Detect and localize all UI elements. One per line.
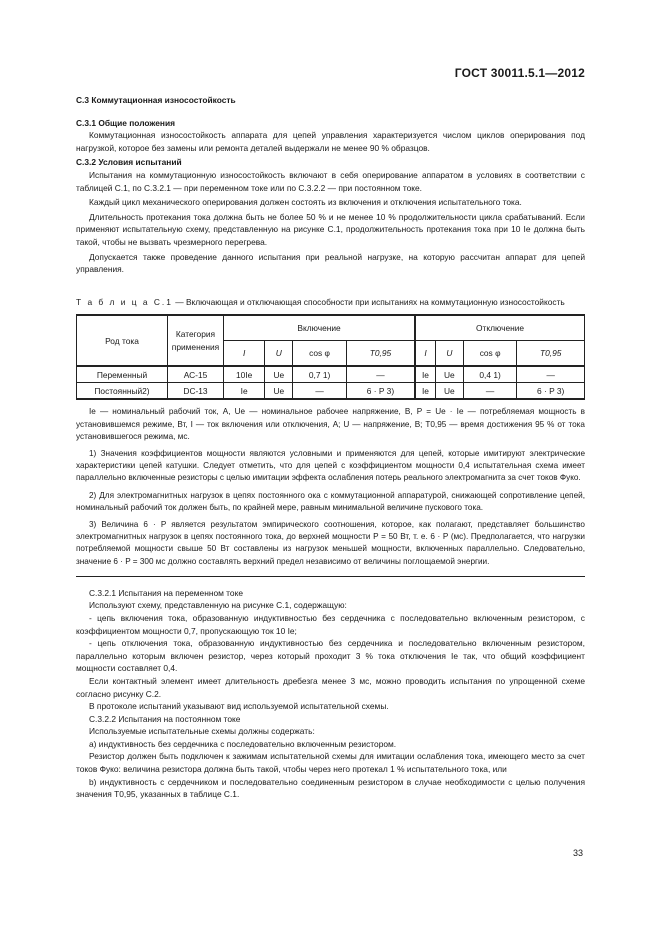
sub-header: U xyxy=(435,341,463,367)
table-caption-label: Т а б л и ц а С.1 xyxy=(76,296,173,307)
table-cell: Переменный xyxy=(77,366,168,383)
table-note: 3) Величина 6 · P является результатом эмпирического соотношения, которое, как полагают, представляет большинство электромагнитных нагрузок в цепях постоянного тока, до верхней мощности P = 50 Вт, т. е. 6 · P (мс). Предполагается, что нагрузки потребляемой мощности свыше 50 Вт составлены из нагрузок меньшей мощности, включенных параллельно. Следовательно, значение 6 · P = 300 мс должно составлять верхний предел независимо от величины поглощаемой энергии. xyxy=(76,519,585,566)
table-caption-text: — Включающая и отключающая способности при испытаниях на коммутационную износостойкость xyxy=(172,296,565,307)
section-c321-title: С.3.2.1 Испытания на переменном токе xyxy=(89,587,243,598)
col-category: Категория применения xyxy=(168,315,224,366)
table-cell: — xyxy=(346,366,415,383)
table-cell: 6 · P 3) xyxy=(517,383,585,400)
table-cell: DC-13 xyxy=(168,383,224,400)
sub-header: I xyxy=(415,341,435,367)
section-c32-title: С.3.2 Условия испытаний xyxy=(76,157,182,168)
table-cell: — xyxy=(517,366,585,383)
sub-header: T0,95 xyxy=(517,341,585,367)
table-cell: Iе xyxy=(224,383,265,400)
sub-header: I xyxy=(224,341,265,367)
page-content xyxy=(76,94,585,801)
section-c322-p4: b) индуктивность с сердечником и последовательно соединенным резистором в случае необходимости с целью получения значения T0,95, указанных в таблице С.1. xyxy=(76,776,585,800)
section-c31-text: Коммутационная износостойкость аппарата для цепей управления характеризуется числом циклов оперирования под нагрузкой, которое без замены или ремонта деталей выдержали не менее 90 % образцов. xyxy=(76,130,585,153)
section-c32-p4: Допускается также проведение данного испытания при реальной нагрузке, на которую рассчитан аппарат для цепей управления. xyxy=(76,251,585,275)
table-cell: 0,7 1) xyxy=(293,366,347,383)
table-note: 2) Для электромагнитных нагрузок в цепях постоянного ока с коммутационной аппаратурой, снижающей сопротивление цепей, номинальный рабочий ток должен быть, по крайней мере, равным минимальной величине пускового тока. xyxy=(76,490,585,512)
col-kind: Род тока xyxy=(77,315,168,366)
doc-code: ГОСТ 30011.5.1—2012 xyxy=(454,66,585,80)
table-note: 1) Значения коэффициентов мощности являются условными и применяются для цепей, которые имитируют электрические характеристики цепей катушки. Следует отметить, что для цепей с коэффициентом мощности 0,4 испытательная схема имеет параллельно включенные резисторы с целью имитации эффекта ослабления потерь реального электромагнита за счет токов Фуко. xyxy=(76,448,585,483)
section-c31-title: С.3.1 Общие положения xyxy=(76,117,175,128)
sub-header: T0,95 xyxy=(346,341,415,367)
section-c32-p3: Длительность протекания тока должна быть не более 50 % и не менее 10 % продолжительности цикла срабатываний. Если применяют испытательную схему, представленную на рисунке С.1, продолжительность протекания тока при 10 Iе должна быть такой, чтобы не вызвать чрезмерного перегрева. xyxy=(76,211,585,247)
table-cell: Iе xyxy=(415,383,435,400)
table-cell: АС-15 xyxy=(168,366,224,383)
table-cell: 10Iе xyxy=(224,366,265,383)
table-cell: Uе xyxy=(265,383,293,400)
section-c32-p1: Испытания на коммутационную износостойкость включают в себя оперирование аппаратом в условиях в соответствии с таблицей С.1, по С.3.2.1 — при переменном токе или по С.3.2.2 — при постоянном токе. xyxy=(76,169,585,193)
section-c322-p2: а) индуктивность без сердечника с последовательно включенным резистором. xyxy=(89,738,397,749)
sub-header: cos φ xyxy=(293,341,347,367)
table-cell: 6 · P 3) xyxy=(346,383,415,400)
table-cell: 0,4 1) xyxy=(463,366,517,383)
section-c322-title: С.3.2.2 Испытания на постоянном токе xyxy=(89,713,241,724)
sub-header: U xyxy=(265,341,293,367)
section-c321-p2: - цепь включения тока, образованную индуктивностью без сердечника с последовательно включенным резистором, с коэффициентом мощности 0,7, пропускающую ток 10 Iе; xyxy=(76,612,585,636)
section-c321-p4: Если контактный элемент имеет длительность дребезга менее 3 мс, можно проводить испытания по упрощенной схеме согласно рисунку С.2. xyxy=(76,675,585,699)
table-cell: Постоянный2) xyxy=(77,383,168,400)
table-cell: Iе xyxy=(415,366,435,383)
table-notes xyxy=(76,406,585,567)
table-cell: Uе xyxy=(435,383,463,400)
section-c322-p1: Используемые испытательные схемы должны содержать: xyxy=(89,726,315,737)
table-cell: — xyxy=(293,383,347,400)
section-c321-p3: - цепь отключения тока, образованную индуктивностью без сердечника и последовательно включенным резистором, параллельно которым включен резистор, через который проходит 3 % тока отключения Iе так, что общий коэффициент мощности составляет 0,4. xyxy=(76,638,585,674)
table-caption xyxy=(76,296,585,309)
page-number: 33 xyxy=(572,848,583,858)
section-c321-p5: В протоколе испытаний указывают вид используемой испытательной схемы. xyxy=(89,701,389,712)
table-cell: — xyxy=(463,383,517,400)
group-off: Отключение xyxy=(415,315,584,341)
group-on: Включение xyxy=(224,315,416,341)
section-c32-p2: Каждый цикл механического оперирования должен состоять из включения и отключения испытательного тока. xyxy=(89,197,522,208)
table-c1 xyxy=(76,314,585,400)
sub-header: cos φ xyxy=(463,341,517,367)
section-c322-p3: Резистор должен быть подключен к зажимам испытательной схемы для имитации ослабления тока, имеющего место за счет токов Фуко: величина резистора должна быть такой, чтобы через него протекал 1 % испытательного тока, или xyxy=(76,751,585,775)
section-c3-title: С.3 Коммутационная износостойкость xyxy=(76,95,236,105)
table-cell: Uе xyxy=(265,366,293,383)
table-cell: Uе xyxy=(435,366,463,383)
section-c321-p1: Используют схему, представленную на рисунке С.1, содержащую: xyxy=(89,600,347,611)
table-note: Iе — номинальный рабочий ток, А, Uе — номинальное рабочее напряжение, В, P = Uе · Iе — потребляемая мощность в установившемся режиме, Вт, I — ток включения или отключения, А; U — напряжение, В; T0,95 — время достижения 95 % от тока установившегося режима, мс. xyxy=(76,407,585,441)
